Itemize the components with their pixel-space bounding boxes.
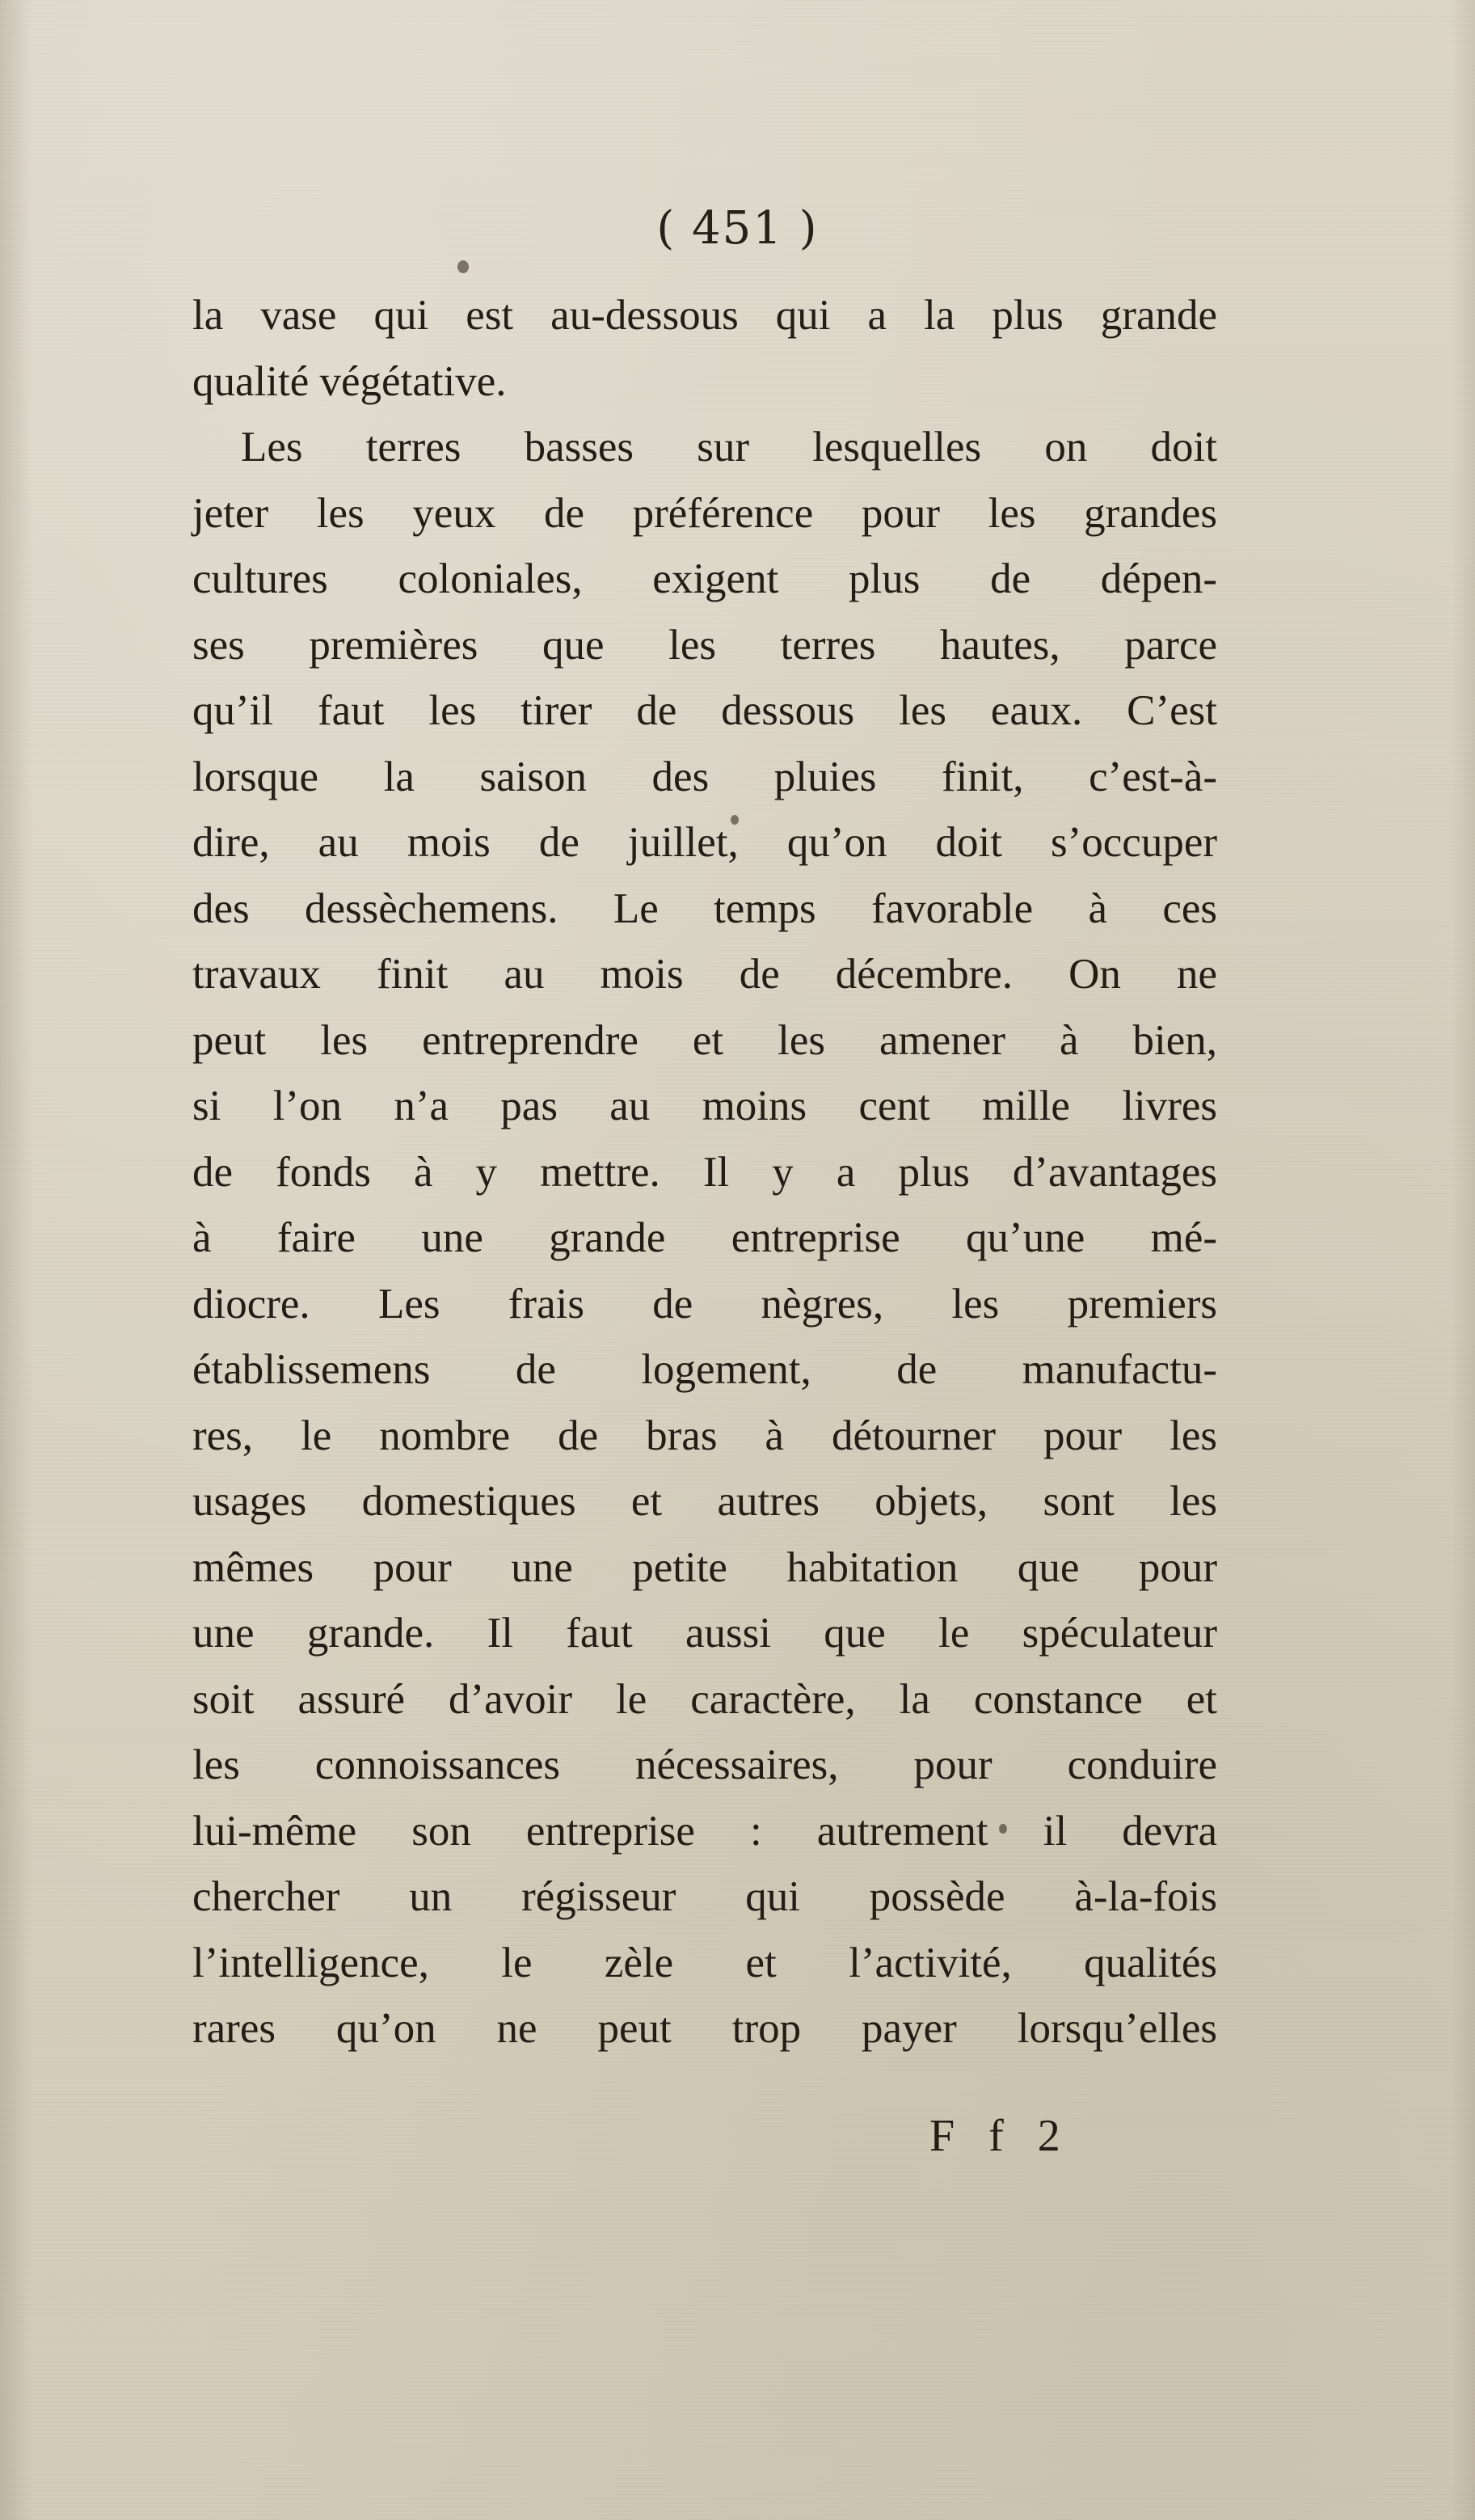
text-line: res, le nombre de bras à détourner pour les [192,1412,1217,1459]
text-line: mêmes pour une petite habitation que pour [192,1543,1217,1591]
text-line: travaux finit au mois de décembre. On ne [192,951,1217,998]
text-line: qualité végétative. [192,357,507,405]
text-line: cultures coloniales, exigent plus de dépen- [192,555,1217,602]
text-line: lui-même son entreprise : autrement il devra [192,1807,1217,1855]
text-line: établissemens de logement, de manufactu- [192,1346,1217,1393]
ink-speck [457,260,469,273]
text-line: diocre. Les frais de nègres, les premiers [192,1280,1217,1328]
text-line: dire, au mois de juillet, qu’on doit s’occuper [192,819,1217,866]
text-line: de fonds à y mettre. Il y a plus d’avantages [192,1148,1217,1196]
text-line: ses premières que les terres hautes, parce [192,621,1217,669]
text-line: usages domestiques et autres objets, sont les [192,1478,1217,1525]
signature-mark: F f 2 [929,2111,1072,2161]
text-line: lorsque la saison des pluies finit, c’est-à- [192,753,1217,800]
text-line: soit assuré d’avoir le caractère, la constance et [192,1675,1217,1723]
body-text [192,283,1217,2062]
text-line: Les terres basses sur lesquelles on doit [241,424,1217,471]
text-line: l’intelligence, le zèle et l’activité, qualités [192,1939,1217,1986]
text-line: à faire une grande entreprise qu’une mé- [192,1214,1217,1261]
text-line: chercher un régisseur qui possède à-la-fois [192,1873,1217,1920]
page-left-edge-shadow [0,0,32,2520]
text-line: peut les entreprendre et les amener à bien, [192,1016,1217,1064]
text-line: les connoissances nécessaires, pour conduire [192,1741,1217,1788]
text-line: qu’il faut les tirer de dessous les eaux. C’est [192,687,1217,734]
page-right-edge-shadow [1451,0,1475,2520]
text-line: rares qu’on ne peut trop payer lorsqu’elles [192,2005,1217,2052]
page-number: ( 451 ) [656,202,819,255]
text-line: jeter les yeux de préférence pour les grandes [192,489,1217,537]
text-line: la vase qui est au-dessous qui a la plus grande [192,292,1217,339]
text-line: une grande. Il faut aussi que le spéculateur [192,1610,1217,1657]
text-line: des dessèchemens. Le temps favorable à ces [192,884,1217,932]
text-line: si l’on n’a pas au moins cent mille livres [192,1083,1217,1129]
